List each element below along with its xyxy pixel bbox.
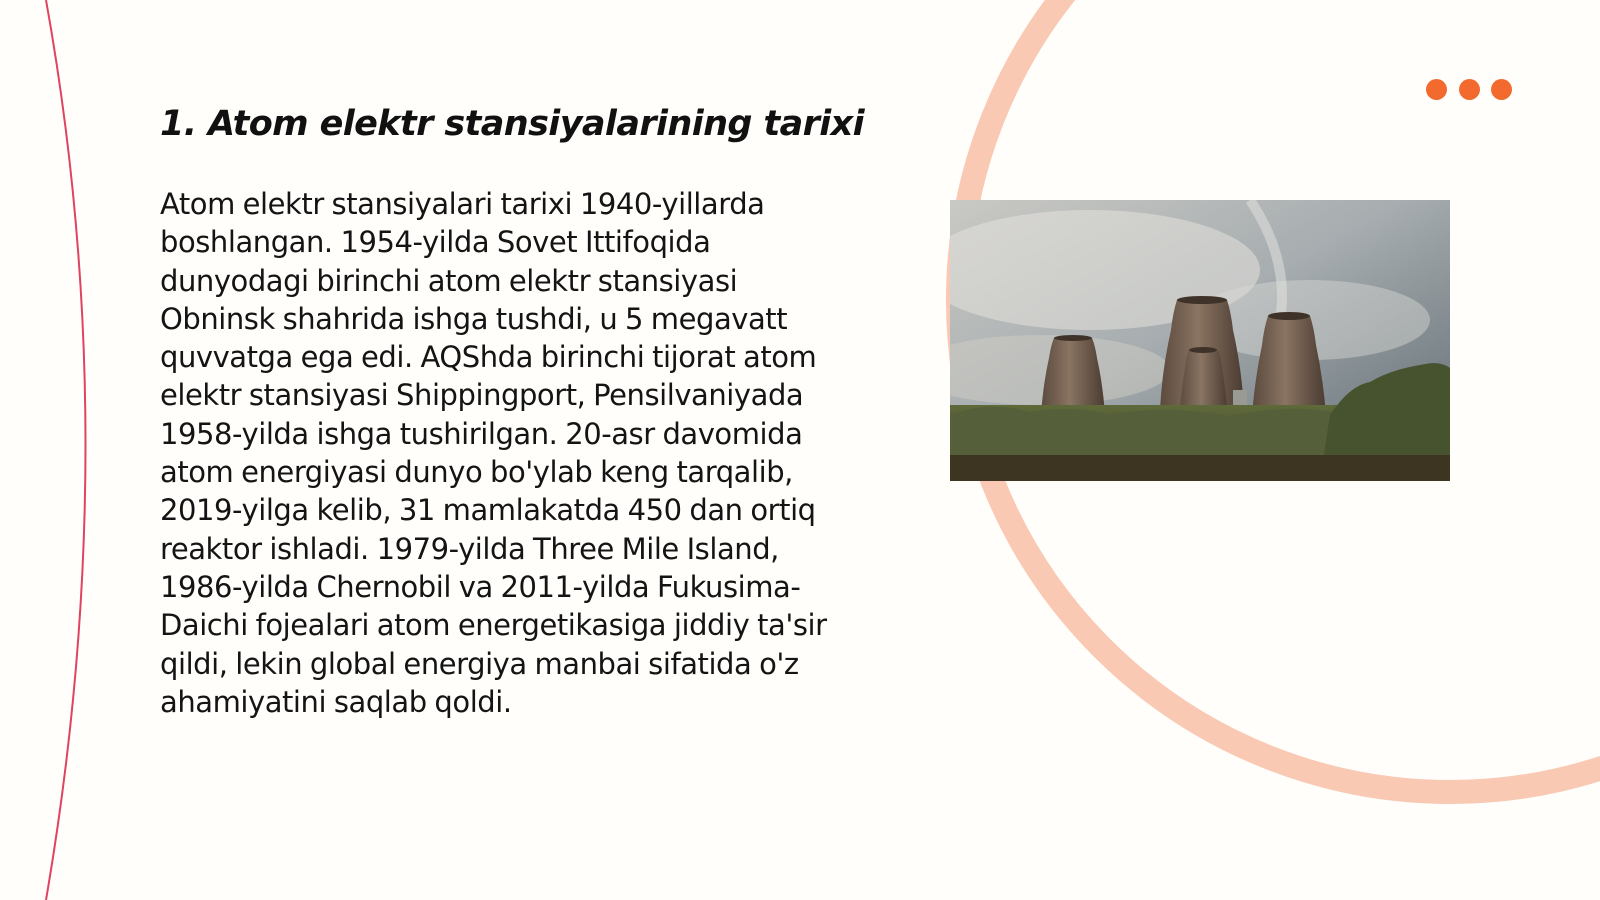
cooling-towers-illustration — [950, 200, 1450, 481]
left-curve-line — [46, 0, 86, 900]
cooling-towers-photo — [950, 200, 1450, 481]
dot-icon — [1491, 79, 1512, 100]
menu-dots-icon — [1426, 79, 1512, 101]
slide-body-text: Atom elektr stansiyalari tarixi 1940-yillarda boshlangan. 1954-yilda Sovet Ittifoqida dunyodagi birinchi atom elektr stansiyasi Obninsk shahrida ishga tushdi, u 5 megavatt quvvatga ega edi. AQShda birinchi tijorat atom elektr stansiyasi Shippingport, Pensilvaniyada 1958-yilda ishga tushirilgan. 20-asr davomida atom energiyasi dunyo bo'ylab keng tarqalib, 2019-yilga kelib, 31 mamlakatda 450 dan ortiq reaktor ishladi. 1979-yilda Three Mile Island, 1986-yilda Chernobil va 2011-yilda Fukusima-Daichi fojealari atom energetikasiga jiddiy ta'sir qildi, lekin global energiya manbai sifatida o'z ahamiyatini saqlab qoldi. — [160, 187, 827, 719]
dot-icon — [1426, 79, 1447, 100]
dot-icon — [1459, 79, 1480, 100]
slide-title: 1. Atom elektr stansiyalarining tarixi — [160, 104, 865, 144]
